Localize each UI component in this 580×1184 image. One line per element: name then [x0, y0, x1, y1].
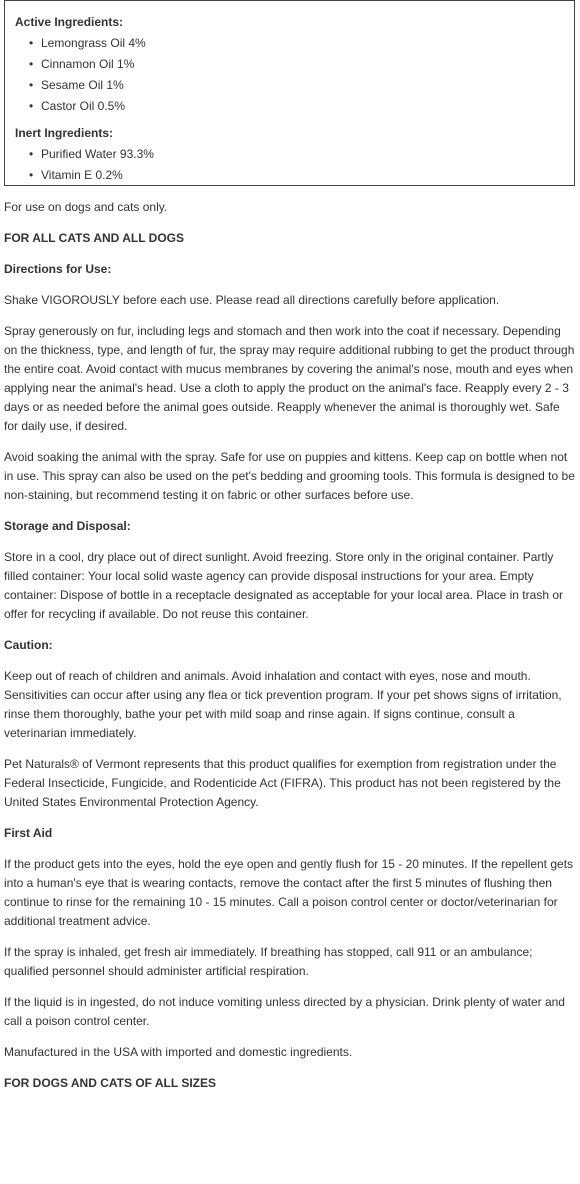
- list-item: [29, 33, 564, 54]
- spray-paragraph: Spray generously on fur, including legs and stomach and then work into the coat if necessary. Depending on the thickness, type, and length of fur, the spray may require additional rubbing to get the product through the entire coat. Avoid contact with mucus membranes by covering the animal's nose, mouth and eyes when applying near the animal's head. Use a cloth to apply the product on the animal's face. Reapply every 2 - 3 days or as needed before the animal goes outside. Reapply whenever the animal is thoroughly wet. Safe for daily use, if desired.: [4, 324, 575, 433]
- use-note: For use on dogs and cats only.: [4, 200, 168, 214]
- bullet-icon: •: [29, 99, 34, 113]
- active-ingredients-heading: Active Ingredients:: [15, 15, 124, 29]
- bullet-icon: •: [29, 57, 34, 71]
- storage-heading: Storage and Disposal:: [4, 519, 131, 533]
- first-aid-ingested-paragraph: If the liquid is in ingested, do not induce vomiting unless directed by a physician. Drink plenty of water and call a poison control center.: [4, 995, 565, 1028]
- bullet-icon: •: [29, 78, 34, 92]
- bullet-icon: •: [29, 36, 34, 50]
- ingredient-text: Sesame Oil 1%: [41, 78, 124, 92]
- inert-ingredients-heading: Inert Ingredients:: [15, 126, 114, 140]
- ingredient-text: Purified Water 93.3%: [41, 147, 154, 161]
- caution-heading: Caution:: [4, 638, 53, 652]
- first-aid-inhaled-paragraph: If the spray is inhaled, get fresh air immediately. If breathing has stopped, call 911 or an ambulance; qualified personnel should administer artificial respiration.: [4, 945, 533, 978]
- ingredient-text: Cinnamon Oil 1%: [41, 57, 135, 71]
- directions-heading: Directions for Use:: [4, 262, 112, 276]
- manufactured-paragraph: Manufactured in the USA with imported and domestic ingredients.: [4, 1045, 353, 1059]
- caution-paragraph: Keep out of reach of children and animals. Avoid inhalation and contact with eyes, nose and mouth. Sensitivities can occur after using any flea or tick prevention program. If your pet shows signs of irritation, rinse them thoroughly, bathe your pet with mild soap and rinse again. If signs continue, consult a veterinarian immediately.: [4, 669, 562, 740]
- fifra-paragraph: Pet Naturals® of Vermont represents that this product qualifies for exemption from registration under the Federal Insecticide, Fungicide, and Rodenticide Act (FIFRA). This product has not been registered by the United States Environmental Protection Agency.: [4, 757, 561, 809]
- shake-paragraph: Shake VIGOROUSLY before each use. Please read all directions carefully before application.: [4, 293, 500, 307]
- first-aid-heading: First Aid: [4, 826, 53, 840]
- list-item: [29, 96, 564, 117]
- ingredient-text: Vitamin E 0.2%: [41, 168, 123, 182]
- ingredients-box: [4, 0, 575, 186]
- bullet-icon: •: [29, 168, 34, 182]
- all-cats-dogs-heading: FOR ALL CATS AND ALL DOGS: [4, 231, 184, 245]
- list-item: [29, 54, 564, 75]
- list-item: [29, 144, 564, 165]
- list-item: [29, 165, 564, 186]
- ingredient-text: Castor Oil 0.5%: [41, 99, 126, 113]
- list-item: [29, 75, 564, 96]
- active-ingredients-list: [15, 33, 564, 117]
- avoid-paragraph: Avoid soaking the animal with the spray. Safe for use on puppies and kittens. Keep cap on bottle when not in use. This spray can also be used on the pet's bedding and grooming tools. This formula is designed to be non-staining, but recommend testing it on fabric or other surfaces before use.: [4, 450, 575, 502]
- ingredient-text: Lemongrass Oil 4%: [41, 36, 146, 50]
- storage-paragraph: Store in a cool, dry place out of direct sunlight. Avoid freezing. Store only in the original container. Partly filled container: Your local solid waste agency can provide disposal instructions for your area. Empty container: Dispose of bottle in a receptacle designated as acceptable for your local area. Place in trash or offer for recycling if available. Do not reuse this container.: [4, 550, 563, 621]
- bullet-icon: •: [29, 147, 34, 161]
- first-aid-eyes-paragraph: If the product gets into the eyes, hold the eye open and gently flush for 15 - 20 minutes. If the repellent gets into a human's eye that is wearing contacts, remove the contact after the first 5 minutes of flushing then continue to rinse for the remaining 10 - 15 minutes. Call a poison control center or doctor/veterinarian for additional treatment advice.: [4, 857, 574, 928]
- inert-ingredients-list: [15, 144, 564, 186]
- all-sizes-heading: FOR DOGS AND CATS OF ALL SIZES: [4, 1076, 217, 1090]
